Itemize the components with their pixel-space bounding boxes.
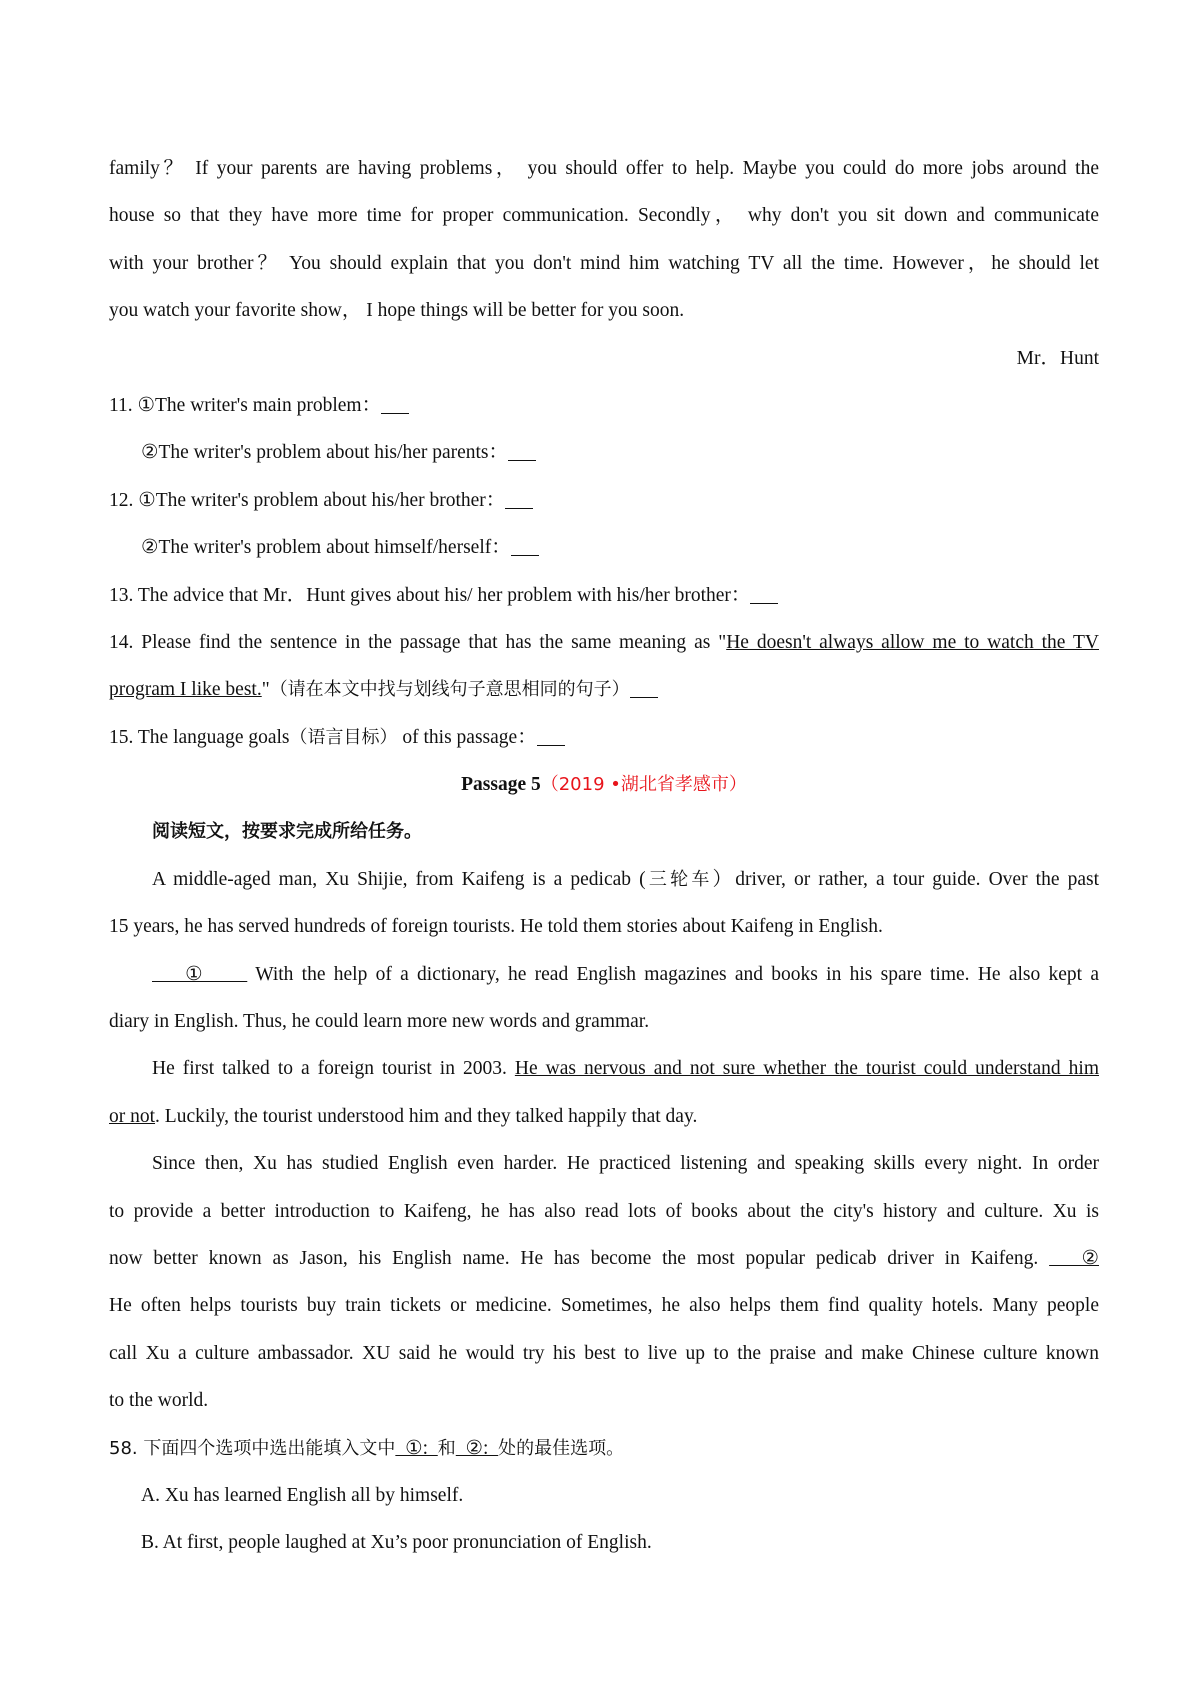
paragraph-4-line-3 — [109, 1235, 1099, 1282]
question-15-prefix: 15. The language goals — [109, 726, 290, 748]
question-15 — [109, 714, 1099, 761]
question-15-chinese: （语言目标） — [289, 726, 398, 748]
paragraph-1-chinese-gloss: 三轮车 — [645, 868, 713, 890]
paragraph-2-text: With the help of a dictionary, he read English magazines and books in his spare time. He also kept a — [247, 963, 1099, 985]
letter-line-2: house so that they have more time for proper communication. Secondly， why don't you sit down and communicate — [109, 205, 1099, 227]
question-15-suffix: of this passage： — [397, 726, 537, 748]
question-58-blank-2: ②: — [455, 1437, 499, 1459]
question-11-a-text: 11. ①The writer's main problem： — [109, 394, 382, 416]
letter-line-4: you watch your favorite show， I hope things will be better for you soon. — [109, 300, 685, 322]
paragraph-3-text-b: . Luckily, the tourist understood him and they talked happily that day. — [155, 1105, 698, 1127]
question-11-a — [109, 382, 1099, 429]
answer-blank[interactable] — [537, 725, 565, 746]
passage-5-source: （2019 •湖北省孝感市） — [540, 774, 747, 796]
paragraph-3-line-2 — [109, 1093, 1099, 1140]
question-58-middle: 和 — [437, 1437, 456, 1459]
question-58 — [109, 1425, 1099, 1472]
answer-blank[interactable] — [505, 488, 533, 509]
question-12-a — [109, 477, 1099, 524]
paragraph-4-line-6: to the world. — [109, 1390, 209, 1412]
paragraph-4-line-1: Since then, Xu has studied English even harder. He practiced listening and speaking skills every night. In order — [152, 1153, 1099, 1175]
paragraph-1-text-a: A middle-aged man, Xu Shijie, from Kaifeng is a pedicab ( — [152, 868, 646, 890]
answer-blank[interactable] — [630, 677, 658, 698]
passage-5-instruction — [109, 808, 1099, 855]
question-14-line-2 — [109, 666, 1099, 713]
question-14-underlined-sentence: He doesn't always allow me to watch the TV — [726, 631, 1099, 653]
option-a[interactable]: A. Xu has learned English all by himself. — [141, 1484, 464, 1506]
paragraph-4-line-5: call Xu a culture ambassador. XU said he would try his best to live up to the praise and make Chinese culture known — [109, 1342, 1099, 1364]
paragraph-1-line-1 — [109, 856, 1099, 903]
question-14-line-1 — [109, 619, 1099, 666]
paragraph-1-line-2: 15 years, he has served hundreds of foreign tourists. He told them stories about Kaifeng in English. — [109, 916, 883, 938]
paragraph-4-text: now better known as Jason, his English name. He has become the most popular pedicab driver in Kaifeng. — [109, 1247, 1050, 1269]
passage-5-title-en: Passage 5 — [461, 774, 541, 796]
answer-blank[interactable] — [750, 583, 778, 604]
question-58-suffix: 处的最佳选项。 — [498, 1437, 625, 1459]
blank-1[interactable]: ① — [152, 963, 248, 985]
question-58-blank-1: ①: — [395, 1437, 438, 1459]
option-b[interactable]: B. At first, people laughed at Xu’s poor pronunciation of English. — [141, 1532, 652, 1554]
question-14-chinese-note: （请在本文中找与划线句子意思相同的句子） — [269, 679, 630, 701]
answer-blank[interactable] — [508, 440, 536, 461]
passage-5-instruction-text: 阅读短文，按要求完成所给任务。 — [152, 821, 422, 843]
question-13 — [109, 572, 1099, 619]
answer-blank[interactable] — [381, 393, 409, 414]
letter-line-1: family？ If your parents are having problems， you should offer to help. Maybe you could do more jobs around the — [109, 158, 1099, 179]
question-14-prefix: 14. Please find the sentence in the passage that has the same meaning as " — [109, 631, 727, 653]
question-58-prefix: 58. 下面四个选项中选出能填入文中 — [109, 1437, 396, 1459]
question-12-a-text: 12. ①The writer's problem about his/her brother： — [109, 489, 506, 511]
paragraph-3-underlined-sentence: He was nervous and not sure whether the tourist could understand him — [514, 1058, 1099, 1080]
paragraph-2-line-1 — [109, 951, 1099, 998]
question-14-quote: " — [261, 679, 270, 701]
paragraph-3-line-1 — [109, 1045, 1099, 1092]
letter-line-3: with your brother？ You should explain that you don't mind him watching TV all the time. However，he should let — [109, 252, 1099, 274]
passage-5-title — [109, 761, 1099, 808]
document-page — [109, 145, 1099, 1567]
letter-signature: Mr．Hunt — [1016, 347, 1099, 369]
question-12-b-text: ②The writer's problem about himself/herself： — [141, 537, 511, 559]
paragraph-2-line-2: diary in English. Thus, he could learn more new words and grammar. — [109, 1011, 650, 1033]
question-13-text: 13. The advice that Mr．Hunt gives about his/ her problem with his/her brother： — [109, 584, 751, 606]
paragraph-1-text-b: ）driver, or rather, a tour guide. Over the past — [712, 868, 1100, 890]
paragraph-4-line-4: He often helps tourists buy train tickets or medicine. Sometimes, he also helps them find quality hotels. Many people — [109, 1295, 1099, 1317]
paragraph-3-underlined-end: or not — [109, 1105, 156, 1127]
paragraph-4-line-2: to provide a better introduction to Kaifeng, he has also read lots of books about the city's history and culture. Xu is — [109, 1200, 1099, 1222]
question-11-b-text: ②The writer's problem about his/her parents： — [141, 442, 509, 464]
answer-blank[interactable] — [511, 535, 539, 556]
question-14-underlined-sentence-end: program I like best. — [109, 679, 262, 701]
question-11-b — [109, 429, 1099, 476]
blank-2[interactable]: ② — [1049, 1247, 1099, 1269]
question-12-b — [109, 524, 1099, 571]
paragraph-3-text-a: He first talked to a foreign tourist in 2003. — [152, 1058, 515, 1080]
